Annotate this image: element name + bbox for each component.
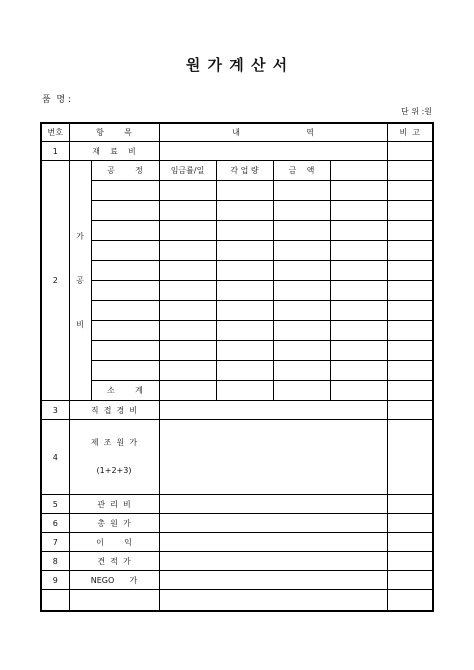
row-label: 이 익 — [69, 533, 159, 552]
cost-calculation-table — [40, 122, 434, 612]
cell[interactable] — [273, 341, 330, 361]
processing-row — [41, 281, 433, 301]
cell[interactable] — [330, 201, 387, 221]
processing-row — [41, 241, 433, 261]
cell[interactable] — [216, 341, 273, 361]
cell[interactable] — [216, 261, 273, 281]
row-label: NEGO 가 — [69, 571, 159, 590]
cell[interactable] — [91, 181, 159, 201]
cell[interactable] — [330, 181, 387, 201]
cell[interactable] — [330, 261, 387, 281]
cell[interactable] — [159, 281, 216, 301]
detail-cell[interactable] — [159, 533, 387, 552]
subtotal-label: 소 계 — [91, 381, 159, 401]
cell[interactable] — [91, 301, 159, 321]
row-label: 견 적 가 — [69, 552, 159, 571]
processing-header-row — [41, 161, 433, 181]
detail-cell[interactable] — [159, 552, 387, 571]
cell[interactable] — [216, 361, 273, 381]
cell[interactable] — [330, 221, 387, 241]
document-title: 원 가 계 산 서 — [185, 56, 289, 74]
cell[interactable] — [273, 221, 330, 241]
cell[interactable] — [159, 261, 216, 281]
cell[interactable] — [330, 361, 387, 381]
sub-blank[interactable] — [330, 161, 387, 181]
cell[interactable] — [216, 321, 273, 341]
detail-cell[interactable] — [159, 514, 387, 533]
cell[interactable] — [273, 281, 330, 301]
cell[interactable] — [91, 321, 159, 341]
cell[interactable] — [330, 341, 387, 361]
processing-row — [41, 341, 433, 361]
cell[interactable] — [216, 241, 273, 261]
processing-row — [41, 181, 433, 201]
row-direct-expense — [41, 401, 433, 420]
detail-cell[interactable] — [159, 590, 387, 612]
row-label: 직 접 경 비 — [69, 401, 159, 420]
processing-row — [41, 201, 433, 221]
cell[interactable] — [159, 361, 216, 381]
remark-cell[interactable] — [387, 161, 433, 181]
row-blank — [41, 590, 433, 612]
detail-cell[interactable] — [159, 142, 387, 161]
cell[interactable] — [159, 181, 216, 201]
remark-cell[interactable] — [387, 142, 433, 161]
cell[interactable] — [91, 221, 159, 241]
cell[interactable] — [330, 301, 387, 321]
cell[interactable] — [273, 381, 330, 401]
row-label[interactable] — [69, 590, 159, 612]
row-label: 관 리 비 — [69, 495, 159, 514]
row-no: 6 — [41, 514, 69, 533]
row-no: 5 — [41, 495, 69, 514]
cell[interactable] — [159, 241, 216, 261]
remark-cell[interactable] — [387, 281, 433, 301]
cell[interactable] — [159, 301, 216, 321]
detail-cell[interactable] — [159, 401, 387, 420]
remark-cell[interactable] — [387, 552, 433, 571]
cell[interactable] — [91, 361, 159, 381]
cell[interactable] — [216, 281, 273, 301]
header-item: 항 목 — [69, 123, 159, 142]
cell[interactable] — [330, 241, 387, 261]
cell[interactable] — [273, 181, 330, 201]
remark-cell[interactable] — [387, 533, 433, 552]
remark-cell[interactable] — [387, 201, 433, 221]
cell[interactable] — [330, 321, 387, 341]
cell[interactable] — [159, 201, 216, 221]
cell[interactable] — [216, 301, 273, 321]
cell[interactable] — [159, 321, 216, 341]
remark-cell[interactable] — [387, 321, 433, 341]
detail-cell[interactable] — [159, 571, 387, 590]
processing-cost-label: 가 공 비 — [69, 161, 91, 401]
remark-cell[interactable] — [387, 381, 433, 401]
cell[interactable] — [159, 221, 216, 241]
remark-cell[interactable] — [387, 590, 433, 612]
row-total-cost — [41, 514, 433, 533]
remark-cell[interactable] — [387, 241, 433, 261]
cell[interactable] — [91, 281, 159, 301]
cell[interactable] — [273, 241, 330, 261]
unit-label: 단 위 :원 — [401, 107, 432, 116]
cell[interactable] — [273, 321, 330, 341]
row-label: 제 조 원 가 (1+2+3) — [69, 420, 159, 495]
cell[interactable] — [216, 381, 273, 401]
remark-cell[interactable] — [387, 495, 433, 514]
cell[interactable] — [216, 221, 273, 241]
header-no: 번호 — [41, 123, 69, 142]
processing-row — [41, 301, 433, 321]
row-no: 2 — [41, 161, 69, 401]
row-no: 9 — [41, 571, 69, 590]
cell[interactable] — [273, 261, 330, 281]
row-no: 1 — [41, 142, 69, 161]
cell[interactable] — [273, 201, 330, 221]
processing-row — [41, 321, 433, 341]
row-label: 재 료 비 — [69, 142, 159, 161]
remark-cell[interactable] — [387, 361, 433, 381]
processing-subtotal-row — [41, 381, 433, 401]
cell[interactable] — [159, 341, 216, 361]
cell[interactable] — [273, 301, 330, 321]
processing-row — [41, 361, 433, 381]
cell[interactable] — [91, 341, 159, 361]
cell[interactable] — [273, 361, 330, 381]
remark-cell[interactable] — [387, 341, 433, 361]
detail-cell[interactable] — [159, 420, 387, 495]
detail-cell[interactable] — [159, 495, 387, 514]
cell[interactable] — [91, 201, 159, 221]
row-estimate-price — [41, 552, 433, 571]
cell[interactable] — [330, 281, 387, 301]
row-profit — [41, 533, 433, 552]
row-nego-price — [41, 571, 433, 590]
row-no: 3 — [41, 401, 69, 420]
row-material-cost — [41, 142, 433, 161]
remark-cell[interactable] — [387, 571, 433, 590]
row-no[interactable] — [41, 590, 69, 612]
processing-row — [41, 261, 433, 281]
row-admin-cost — [41, 495, 433, 514]
remark-cell[interactable] — [387, 261, 433, 281]
remark-cell[interactable] — [387, 301, 433, 321]
row-manufacturing-cost — [41, 420, 433, 495]
cell[interactable] — [159, 381, 216, 401]
remark-cell[interactable] — [387, 420, 433, 495]
remark-cell[interactable] — [387, 181, 433, 201]
item-name-label: 품 명 : — [42, 95, 72, 105]
cell[interactable] — [91, 261, 159, 281]
header-row — [41, 123, 433, 142]
remark-cell[interactable] — [387, 514, 433, 533]
cell[interactable] — [216, 181, 273, 201]
row-no: 4 — [41, 420, 69, 495]
cell[interactable] — [330, 381, 387, 401]
cell[interactable] — [91, 241, 159, 261]
sub-header-amount: 금 액 — [273, 161, 330, 181]
row-no: 8 — [41, 552, 69, 571]
cell[interactable] — [216, 201, 273, 221]
header-detail: 내 역 — [159, 123, 387, 142]
header-remark: 비 고 — [387, 123, 433, 142]
remark-cell[interactable] — [387, 221, 433, 241]
sub-header-wage-rate: 임금률/일 — [159, 161, 216, 181]
processing-row — [41, 221, 433, 241]
remark-cell[interactable] — [387, 401, 433, 420]
row-no: 7 — [41, 533, 69, 552]
row-label: 총 원 가 — [69, 514, 159, 533]
sub-header-work-amount: 각 업 량 — [216, 161, 273, 181]
sub-header-process: 공 정 — [91, 161, 159, 181]
